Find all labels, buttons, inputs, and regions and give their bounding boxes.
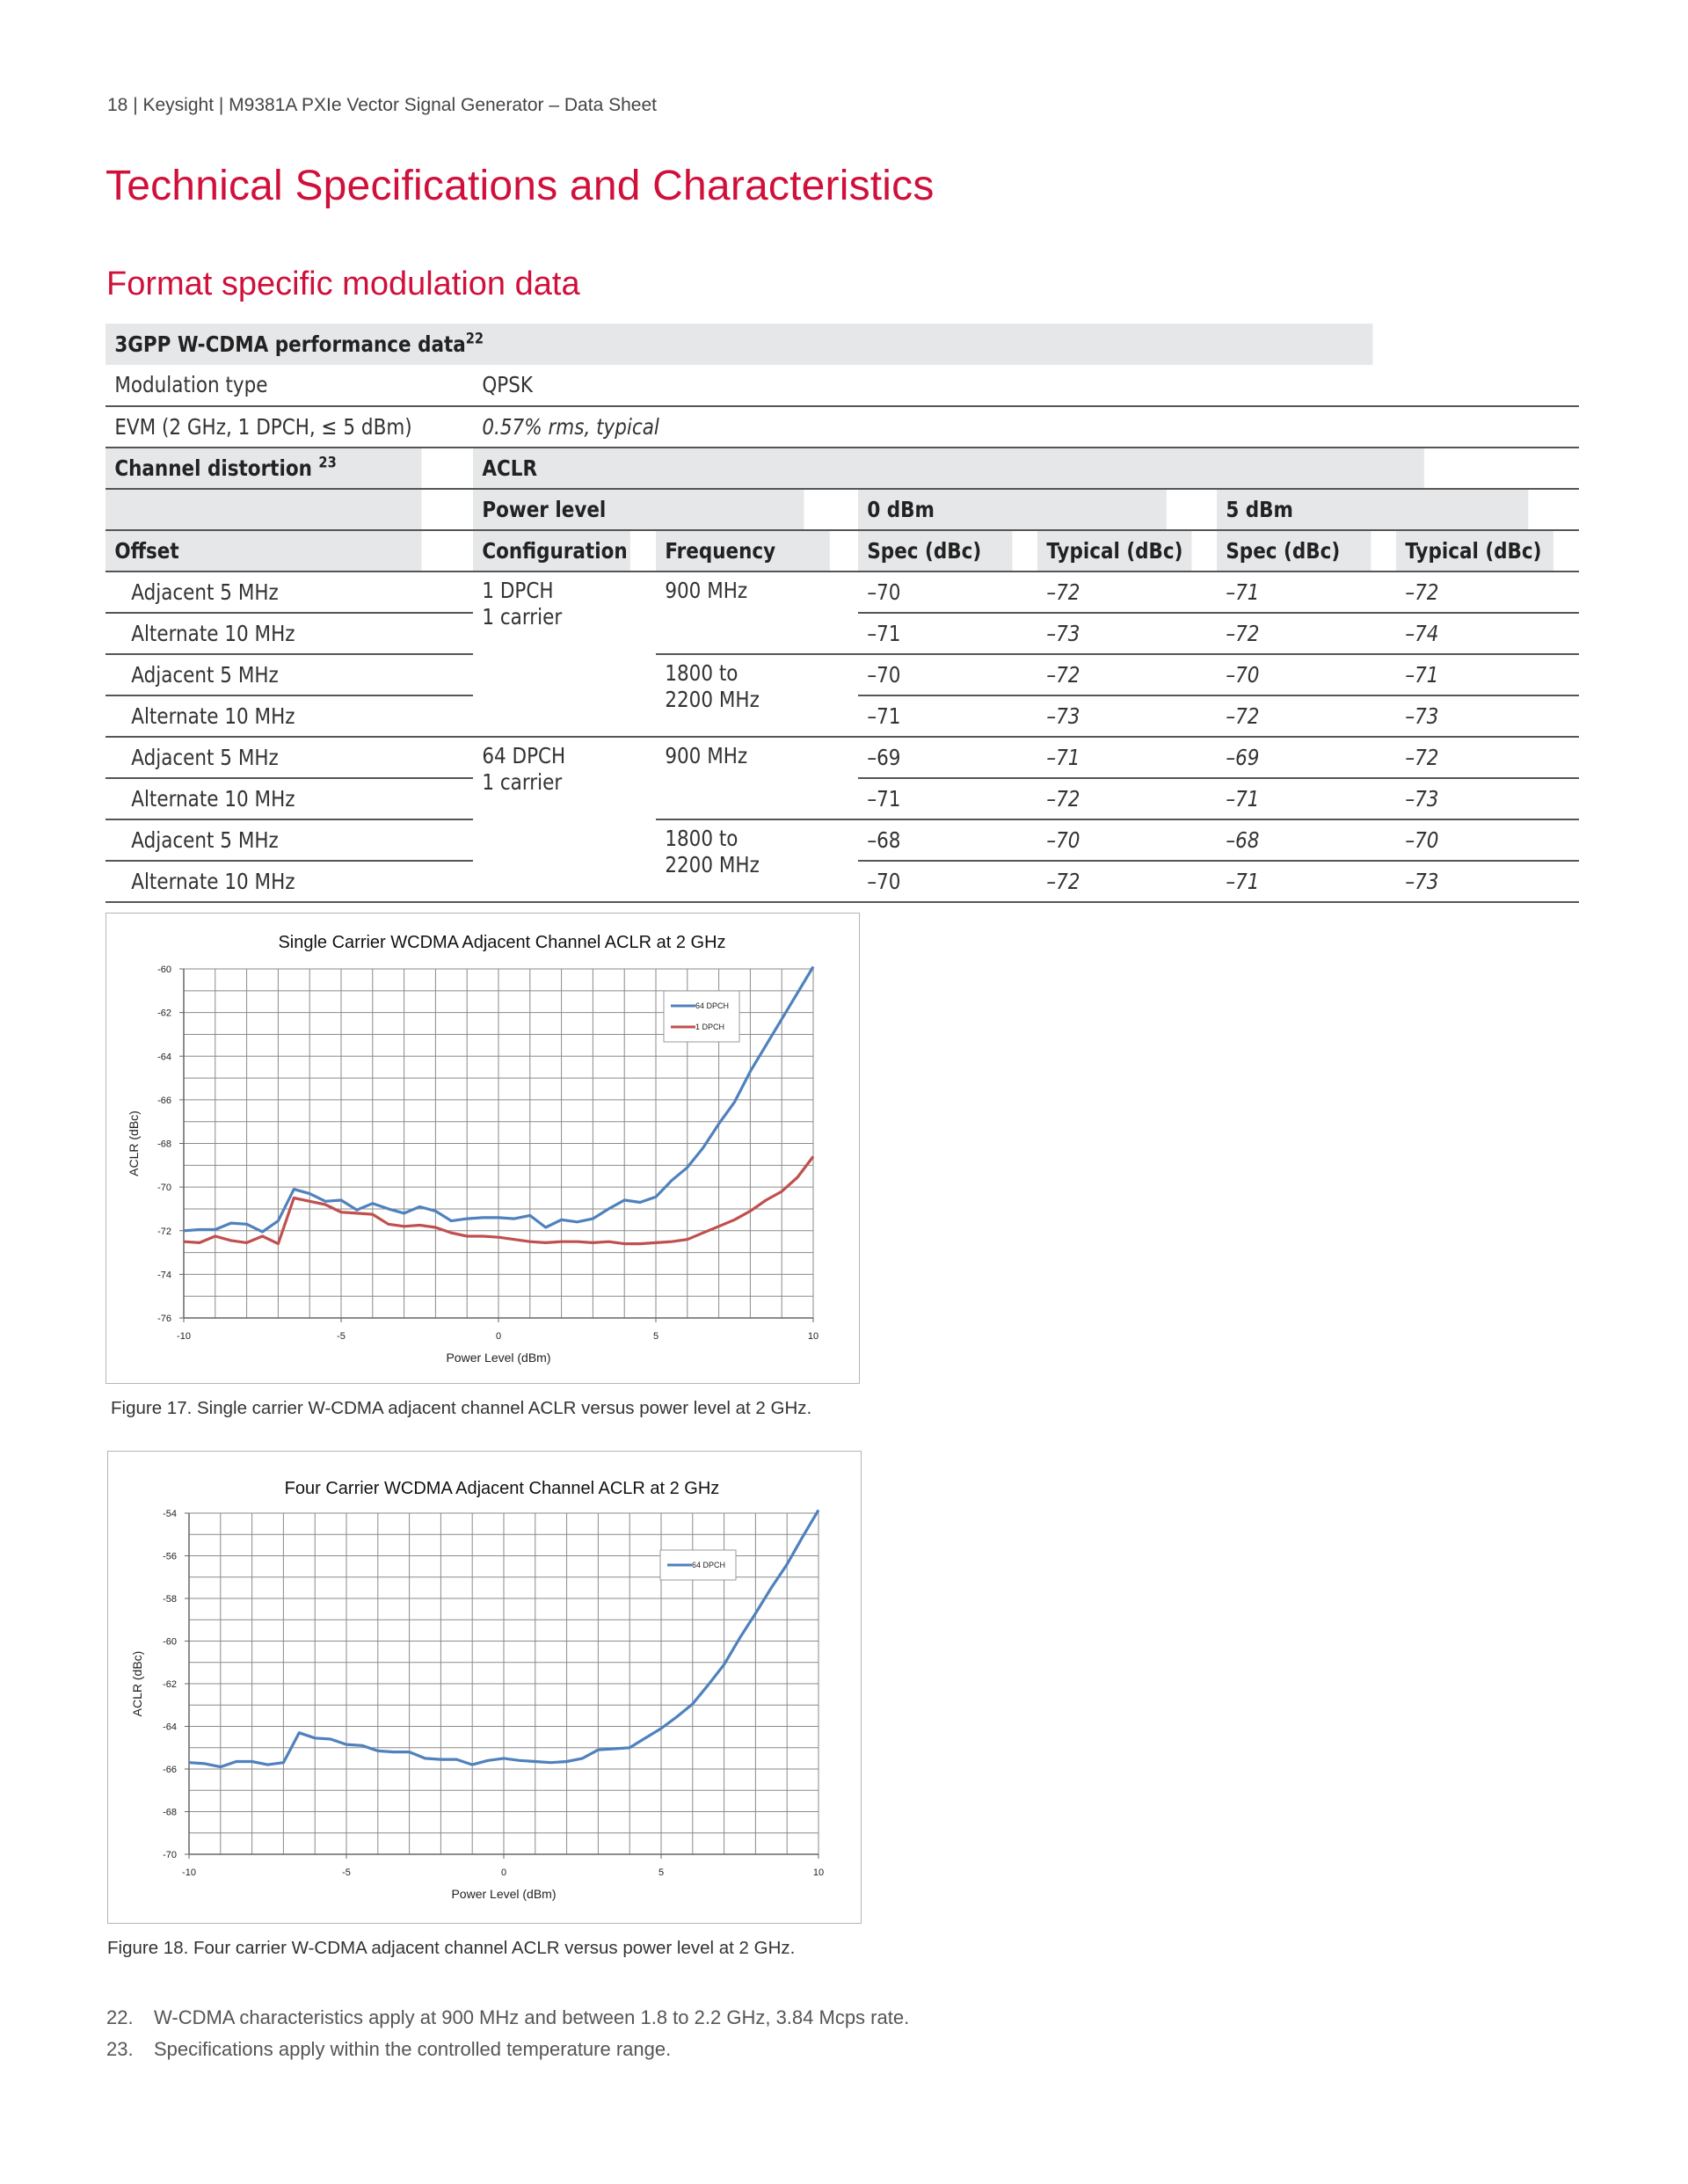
spec-5dbm-cell: –72	[1217, 613, 1371, 654]
aclr-label: ACLR	[473, 448, 1424, 489]
typical-0dbm-cell: –72	[1037, 654, 1191, 695]
column-header-spec-0dbm: Spec (dBc)	[858, 530, 1012, 571]
chart-svg	[108, 1452, 862, 1925]
footnote-23: 23. Specifications apply within the controlled temperature range.	[106, 2038, 672, 2060]
chart-legend	[660, 1550, 736, 1580]
typical-5dbm-cell: –70	[1396, 819, 1553, 861]
y-tick-label: -70	[163, 1850, 177, 1860]
configuration-cell: 1 DPCH 1 carrier	[473, 571, 630, 737]
evm-label: EVM (2 GHz, 1 DPCH, ≤ 5 dBm)	[106, 406, 421, 448]
spec-0dbm-cell: –71	[858, 778, 1012, 819]
y-tick-label: -74	[157, 1270, 171, 1281]
spec-5dbm-cell: –71	[1217, 778, 1371, 819]
modulation-type-label: Modulation type	[106, 365, 421, 406]
frequency-cell: 1800 to 2200 MHz	[656, 654, 830, 737]
y-tick-label: -58	[163, 1594, 177, 1605]
legend-label: 64 DPCH	[692, 1561, 726, 1569]
power-0-dbm-header: 0 dBm	[858, 489, 1167, 530]
offset-cell: Adjacent 5 MHz	[106, 571, 421, 613]
legend-label: 64 DPCH	[695, 1001, 730, 1010]
spec-0dbm-cell: –68	[858, 819, 1012, 861]
running-header: 18 | Keysight | M9381A PXIe Vector Signal Generator – Data Sheet	[107, 95, 657, 115]
spec-5dbm-cell: –70	[1217, 654, 1371, 695]
offset-cell: Adjacent 5 MHz	[106, 654, 421, 695]
column-header-typical-5dbm: Typical (dBc)	[1396, 530, 1553, 571]
x-axis-label: Power Level (dBm)	[446, 1350, 551, 1365]
footnote-ref: 22	[465, 330, 484, 348]
y-tick-label: -60	[163, 1636, 177, 1648]
typical-5dbm-cell: –74	[1396, 613, 1553, 654]
column-header-typical-0dbm: Typical (dBc)	[1037, 530, 1191, 571]
typical-5dbm-cell: –72	[1396, 737, 1553, 778]
table-row	[106, 654, 1579, 695]
x-tick-label: -10	[182, 1867, 196, 1878]
table-row	[106, 778, 1579, 819]
chart-svg	[106, 914, 861, 1385]
x-tick-label: -10	[177, 1331, 191, 1342]
modulation-type-value: QPSK	[473, 365, 1424, 406]
typical-0dbm-cell: –71	[1037, 737, 1191, 778]
x-axis-label: Power Level (dBm)	[451, 1887, 557, 1901]
spec-0dbm-cell: –71	[858, 695, 1012, 737]
typical-5dbm-cell: –73	[1396, 695, 1553, 737]
typical-0dbm-cell: –73	[1037, 695, 1191, 737]
figure-18-chart	[107, 1451, 862, 1924]
x-tick-label: 5	[652, 1331, 659, 1342]
x-tick-label: -5	[342, 1867, 351, 1878]
typical-0dbm-cell: –72	[1037, 861, 1191, 902]
table-row	[106, 861, 1579, 902]
configuration-cell: 64 DPCH 1 carrier	[473, 737, 630, 902]
figure-17-chart	[106, 913, 860, 1384]
footnote-22: 22. W-CDMA characteristics apply at 900 MHz and between 1.8 to 2.2 GHz, 3.84 Mcps rate.	[106, 2006, 910, 2028]
column-header-spec-5dbm: Spec (dBc)	[1217, 530, 1371, 571]
typical-0dbm-cell: –70	[1037, 819, 1191, 861]
section-title: Format specific modulation data	[106, 266, 580, 302]
typical-0dbm-cell: –72	[1037, 571, 1191, 613]
power-5-dbm-header: 5 dBm	[1217, 489, 1528, 530]
wcdma-performance-table	[106, 324, 1579, 903]
table-row	[106, 737, 1579, 778]
chart-legend	[664, 991, 739, 1042]
typical-5dbm-cell: –72	[1396, 571, 1553, 613]
y-tick-label: -54	[163, 1509, 177, 1519]
table-row	[106, 819, 1579, 861]
spec-0dbm-cell: –71	[858, 613, 1012, 654]
figure-18-caption: Figure 18. Four carrier W-CDMA adjacent channel ACLR versus power level at 2 GHz.	[107, 1938, 796, 1958]
chart-title: Four Carrier WCDMA Adjacent Channel ACLR at 2 GHz	[284, 1479, 720, 1498]
spec-5dbm-cell: –68	[1217, 819, 1371, 861]
x-tick-label: -5	[337, 1331, 346, 1342]
offset-cell: Adjacent 5 MHz	[106, 737, 421, 778]
y-tick-label: -68	[163, 1807, 177, 1818]
y-tick-label: -76	[157, 1314, 171, 1324]
spec-0dbm-cell: –70	[858, 654, 1012, 695]
typical-5dbm-cell: –73	[1396, 861, 1553, 902]
y-tick-label: -68	[157, 1139, 171, 1150]
channel-distortion-label: Channel distortion $^{23}$	[106, 448, 421, 489]
y-axis-label: ACLR (dBc)	[130, 1650, 144, 1717]
table-row	[106, 695, 1579, 737]
x-tick-label: 5	[658, 1867, 665, 1878]
x-tick-label: 0	[495, 1331, 502, 1342]
spec-5dbm-cell: –71	[1217, 861, 1371, 902]
offset-cell: Alternate 10 MHz	[106, 613, 421, 654]
y-tick-label: -72	[157, 1226, 171, 1237]
spec-0dbm-cell: –70	[858, 571, 1012, 613]
typical-0dbm-cell: –73	[1037, 613, 1191, 654]
spec-0dbm-cell: –70	[858, 861, 1012, 902]
table-group-title: 3GPP W-CDMA performance data$^{22}$	[106, 324, 1372, 365]
table-row	[106, 613, 1579, 654]
chart-plot-group	[130, 1479, 824, 1901]
frequency-cell: 900 MHz	[656, 737, 830, 819]
offset-cell: Alternate 10 MHz	[106, 778, 421, 819]
column-header-frequency: Frequency	[656, 530, 830, 571]
legend-label: 1 DPCH	[695, 1023, 725, 1031]
page-title: Technical Specifications and Characteristics	[106, 163, 935, 209]
y-tick-label: -70	[157, 1183, 171, 1194]
column-header-configuration: Configuration	[473, 530, 630, 571]
footnote-ref: 23	[318, 454, 337, 472]
typical-5dbm-cell: –71	[1396, 654, 1553, 695]
chart-plot-group	[127, 933, 819, 1365]
offset-cell: Adjacent 5 MHz	[106, 819, 421, 861]
frequency-cell: 900 MHz	[656, 571, 830, 654]
y-axis-label: ACLR (dBc)	[127, 1110, 141, 1176]
offset-cell: Alternate 10 MHz	[106, 695, 421, 737]
y-tick-label: -66	[163, 1765, 177, 1775]
y-tick-label: -64	[157, 1052, 171, 1063]
y-tick-label: -56	[163, 1551, 177, 1562]
y-tick-label: -62	[157, 1008, 171, 1019]
typical-0dbm-cell: –72	[1037, 778, 1191, 819]
table-row	[106, 571, 1579, 613]
y-tick-label: -62	[163, 1679, 177, 1690]
figure-17-caption: Figure 17. Single carrier W-CDMA adjacent channel ACLR versus power level at 2 GHz.	[111, 1398, 812, 1418]
legend-box	[664, 991, 739, 1042]
column-header-offset: Offset	[106, 530, 421, 571]
spec-5dbm-cell: –69	[1217, 737, 1371, 778]
x-tick-label: 10	[807, 1331, 819, 1342]
frequency-cell: 1800 to 2200 MHz	[656, 819, 830, 902]
evm-value: 0.57% rms, typical	[473, 406, 1424, 448]
x-tick-label: 10	[812, 1867, 825, 1878]
spec-5dbm-cell: –72	[1217, 695, 1371, 737]
y-tick-label: -64	[163, 1722, 177, 1733]
chart-title: Single Carrier WCDMA Adjacent Channel ACLR at 2 GHz	[278, 933, 726, 952]
x-tick-label: 0	[500, 1867, 507, 1878]
power-level-label: Power level	[473, 489, 804, 530]
offset-cell: Alternate 10 MHz	[106, 861, 421, 902]
y-tick-label: -60	[157, 965, 171, 975]
typical-5dbm-cell: –73	[1396, 778, 1553, 819]
spec-0dbm-cell: –69	[858, 737, 1012, 778]
spec-5dbm-cell: –71	[1217, 571, 1371, 613]
y-tick-label: -66	[157, 1095, 171, 1106]
